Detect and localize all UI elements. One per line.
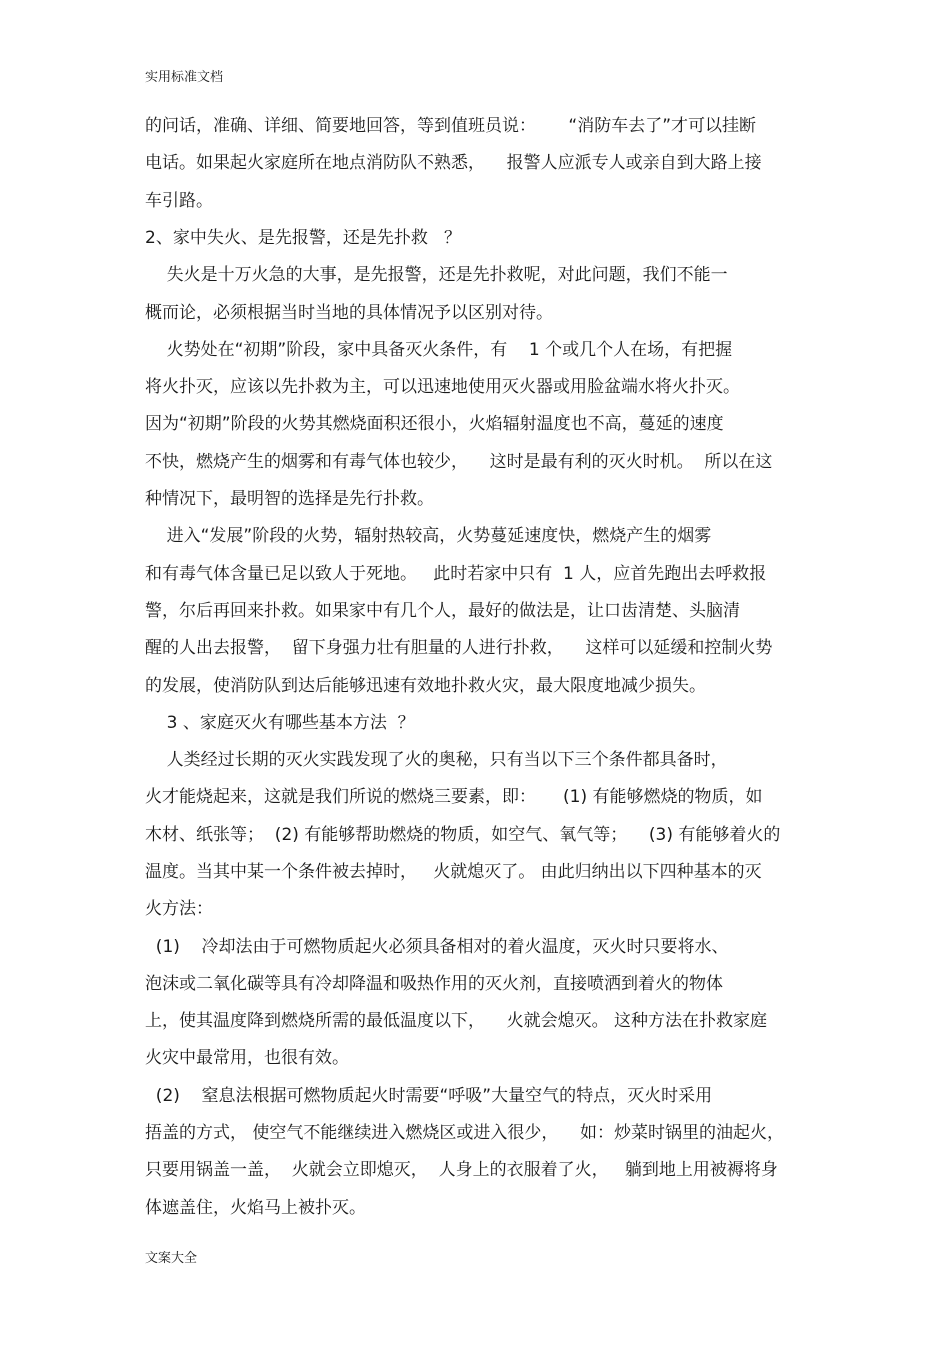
text-line: 的发展，使消防队到达后能够迅速有效地扑救火灾，最大限度地减少损失。 [145,676,706,696]
text-line: 不快，燃烧产生的烟雾和有毒气体也较少， 这时是最有利的灭火时机。 所以在这 [145,452,773,472]
text-line: 捂盖的方式， 使空气不能继续进入燃烧区或进入很少， 如：炒菜时锅里的油起火， [145,1123,785,1143]
page-footer: 文案大全 [145,1251,198,1266]
text-line: 温度。当其中某一个条件被去掉时， 火就熄灭了。 由此归纳出以下四种基本的灭 [145,862,762,882]
text-line: 火方法： [145,899,213,919]
page-header: 实用标准文档 [145,70,224,85]
text-line: 失火是十万火急的大事，是先报警，还是先扑救呢，对此问题，我们不能一 [145,265,728,285]
text-line: 火才能烧起来，这就是我们所说的燃烧三要素，即： (1) 有能够燃烧的物质，如 [145,787,763,807]
text-line: 火灾中最常用，也很有效。 [145,1048,349,1068]
text-line: 木材、纸张等； (2) 有能够帮助燃烧的物质，如空气、氧气等； (3) 有能够着火的 [145,825,781,845]
text-line: 进入“发展”阶段的火势，辐射热较高，火势蔓延速度快，燃烧产生的烟雾 [145,526,712,546]
text-line: 警，尔后再回来扑救。如果家中有几个人，最好的做法是，让口齿清楚、头脑清 [145,601,740,621]
text-line: 体遮盖住，火焰马上被扑灭。 [145,1198,366,1218]
text-line: 2、家中失火、是先报警，还是先扑救 ？ [145,228,462,248]
text-line: 因为“初期”阶段的火势其燃烧面积还很小，火焰辐射温度也不高，蔓延的速度 [145,414,724,434]
text-line: 只要用锅盖一盖， 火就会立即熄灭， 人身上的衣服着了火， 躺到地上用被褥将身 [145,1160,778,1180]
text-line: 概而论，必须根据当时当地的具体情况予以区别对待。 [145,303,553,323]
text-line: 和有毒气体含量已足以致人于死地。 此时若家中只有 1 人，应首先跑出去呼救报 [145,564,767,584]
text-line: 泡沫或二氧化碳等具有冷却降温和吸热作用的灭火剂，直接喷洒到着火的物体 [145,974,723,994]
text-line: 车引路。 [145,191,213,211]
text-line: 人类经过长期的灭火实践发现了火的奥秘，只有当以下三个条件都具备时， [145,750,728,770]
text-line: (1) 冷却法由于可燃物质起火必须具备相对的着火温度，灭火时只要将水、 [145,937,729,957]
text-line: 的问话，准确、详细、简要地回答，等到值班员说： “消防车去了”才可以挂断 [145,116,757,136]
text-line: 将火扑灭，应该以先扑救为主，可以迅速地使用灭火器或用脸盆端水将火扑灭。 [145,377,740,397]
text-line: 上，使其温度降到燃烧所需的最低温度以下， 火就会熄灭。 这种方法在扑救家庭 [145,1011,768,1031]
text-line: 3 、家庭灭火有哪些基本方法 ？ [145,713,415,733]
text-line: (2) 窒息法根据可燃物质起火时需要“呼吸”大量空气的特点，灭火时采用 [145,1086,713,1106]
text-line: 醒的人出去报警， 留下身强力壮有胆量的人进行扑救， 这样可以延缓和控制火势 [145,638,773,658]
text-line: 电话。如果起火家庭所在地点消防队不熟悉， 报警人应派专人或亲自到大路上接 [145,153,762,173]
text-line: 种情况下，最明智的选择是先行扑救。 [145,489,434,509]
text-line: 火势处在“初期”阶段，家中具备灭火条件，有 1 个或几个人在场，有把握 [145,340,733,360]
